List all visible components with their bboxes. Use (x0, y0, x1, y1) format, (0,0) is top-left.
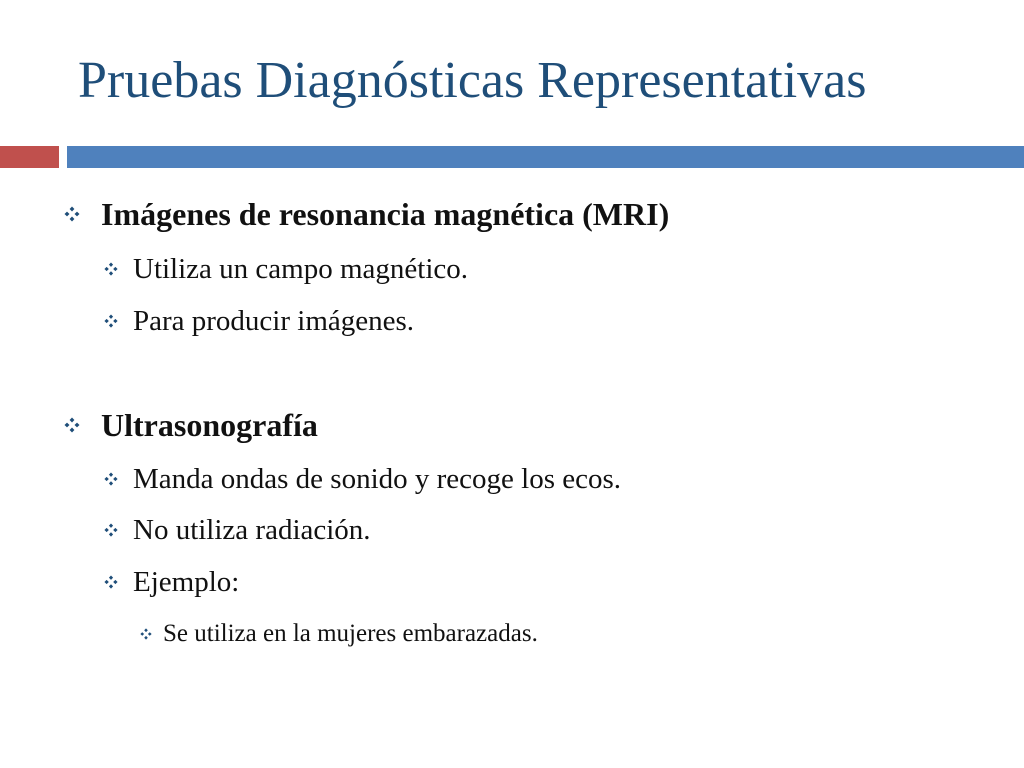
accent-bar-blue (67, 146, 1024, 168)
bullet-ultrasound-sub-3-1-text: Se utiliza en la mujeres embarazadas. (163, 620, 538, 647)
bullet-ultrasound-sub-3 (104, 561, 239, 603)
bullet-mri-sub-1-text: Utiliza un campo magnético. (133, 252, 469, 285)
bullet-ultrasound-sub-3-text: Ejemplo: (133, 565, 240, 598)
slide-title: Pruebas Diagnósticas Representativas (78, 52, 867, 109)
bullet-ultrasound-sub-1 (104, 458, 621, 500)
four-diamond-bullet-icon (64, 206, 80, 222)
four-diamond-bullet-icon (104, 472, 118, 486)
four-diamond-bullet-icon (104, 523, 118, 537)
bullet-ultrasound-sub-3-1 (140, 615, 538, 653)
bullet-mri-text: Imágenes de resonancia magnética (MRI) (101, 195, 670, 232)
bullet-ultrasound-sub-2 (104, 509, 371, 551)
bullet-mri-sub-2-text: Para producir imágenes. (133, 304, 415, 337)
accent-bar-red (0, 146, 59, 168)
four-diamond-bullet-icon (104, 314, 118, 328)
bullet-ultrasound-text: Ultrasonografía (101, 406, 318, 443)
bullet-ultrasound-sub-1-text: Manda ondas de sonido y recoge los ecos. (133, 462, 622, 495)
four-diamond-bullet-icon (104, 262, 118, 276)
bullet-ultrasound-sub-2-text: No utiliza radiación. (133, 513, 371, 546)
four-diamond-bullet-icon (140, 628, 152, 640)
bullet-mri-sub-2 (104, 300, 414, 342)
four-diamond-bullet-icon (64, 417, 80, 433)
bullet-mri (64, 190, 669, 238)
bullet-ultrasound (64, 401, 318, 449)
bullet-mri-sub-1 (104, 248, 468, 290)
four-diamond-bullet-icon (104, 575, 118, 589)
